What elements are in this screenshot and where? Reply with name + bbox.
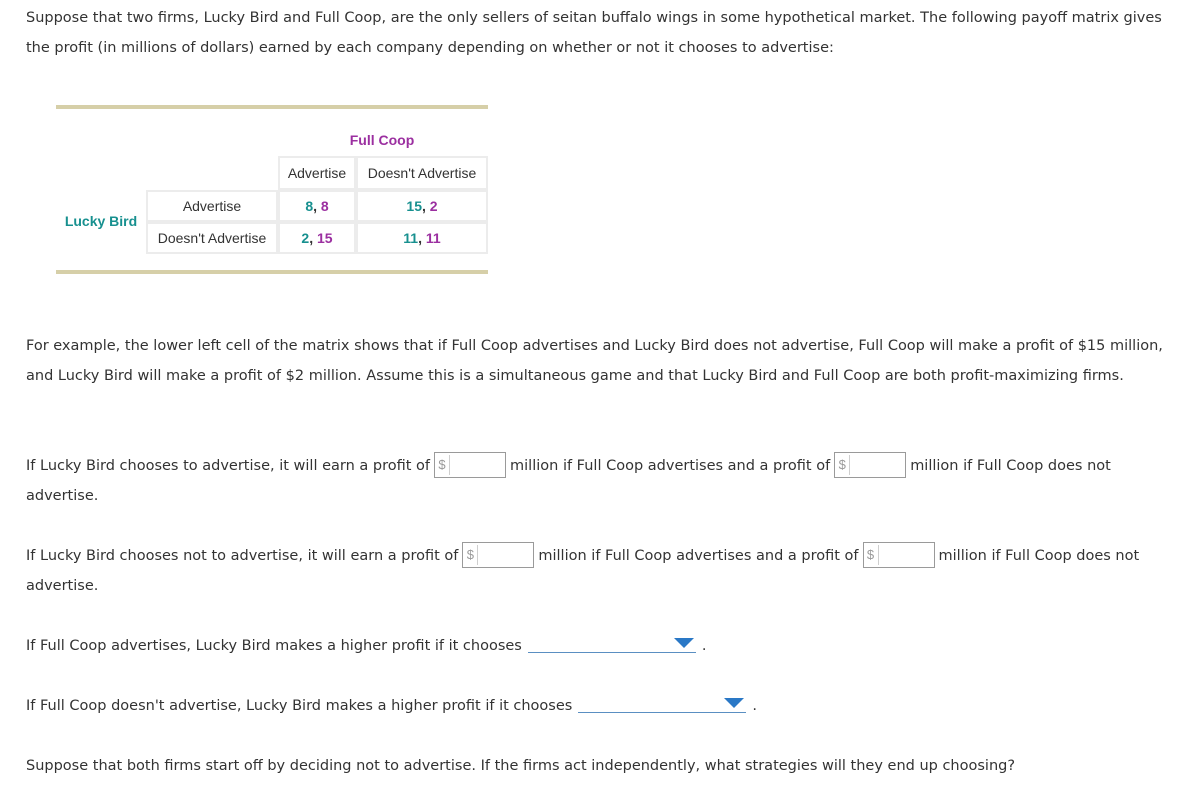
strategy-dropdown[interactable]: [528, 632, 696, 653]
profit-input-box: [434, 452, 506, 478]
intro-paragraph: Suppose that two firms, Lucky Bird and Full Coop, are the only sellers of seitan buffalo wings in some hypothetical market. The following payoff matrix gives the profit (in millions of dollars) earned by each company depending on whether or not it chooses to advertise:: [26, 10, 1162, 56]
profit-if-fc-advertises-input[interactable]: [451, 454, 503, 476]
payoff-separator: ,: [418, 230, 426, 246]
question-text: If Full Coop doesn't advertise, Lucky Bird makes a higher profit if it chooses: [26, 698, 573, 714]
payoff-cell: [278, 190, 356, 222]
question-text: If Lucky Bird chooses not to advertise, it will earn a profit of: [26, 548, 459, 564]
lucky-bird-payoff: 8: [305, 198, 314, 214]
question-text: million if Full Coop does not advertise.: [26, 548, 1140, 594]
dollar-sign: $: [435, 455, 450, 475]
payoff-separator: ,: [422, 198, 430, 214]
question-fc-not-advertise-choice: [26, 691, 1168, 721]
question-text: If Lucky Bird chooses to advertise, it will earn a profit of: [26, 458, 431, 474]
lucky-bird-payoff: 11: [403, 230, 419, 246]
full-coop-payoff: 11: [425, 230, 441, 246]
full-coop-payoff: 8: [320, 198, 329, 214]
matrix-bottom-rule: [56, 270, 488, 274]
question-not-advertise-profits: [26, 541, 1168, 601]
row-header-doesnt-advertise: Doesn't Advertise: [146, 222, 278, 254]
matrix-top-rule: [56, 105, 488, 109]
lucky-bird-payoff: 2: [301, 230, 310, 246]
row-player-label: Lucky Bird: [64, 213, 138, 229]
full-coop-payoff: 2: [429, 198, 438, 214]
payoff-cell: [356, 222, 488, 254]
sentence-end: .: [752, 698, 757, 714]
profit-input-box: [834, 452, 906, 478]
payoff-separator: ,: [309, 230, 317, 246]
dollar-sign: $: [835, 455, 850, 475]
payoff-matrix: [56, 105, 488, 277]
question-text: million if Full Coop advertises and a profit of: [538, 548, 859, 564]
column-player-label: Full Coop: [349, 132, 415, 148]
profit-if-fc-not-advertise-input[interactable]: [851, 454, 903, 476]
question-independent-strategies: Suppose that both firms start off by deciding not to advertise. If the firms act independently, what strategies will they end up choosing?: [26, 758, 1016, 774]
dollar-sign: $: [864, 545, 879, 565]
payoff-cell: [278, 222, 356, 254]
strategy-dropdown[interactable]: [578, 692, 746, 713]
col-header-doesnt-advertise: Doesn't Advertise: [356, 156, 488, 190]
example-paragraph: For example, the lower left cell of the matrix shows that if Full Coop advertises and Lucky Bird does not advertise, Full Coop will make a profit of $15 million, and Lucky Bird will make a profit of $2 million. Assume this is a simultaneous game and that Lucky Bird and Full Coop are both profit-maximizing firms.: [26, 338, 1163, 384]
profit-if-fc-not-advertise-input[interactable]: [880, 544, 932, 566]
question-text: million if Full Coop advertises and a profit of: [510, 458, 831, 474]
question-advertise-profits: [26, 451, 1168, 511]
question-fc-advertises-choice: [26, 631, 1168, 661]
payoff-separator: ,: [313, 198, 321, 214]
question-text: million if Full Coop does not advertise.: [26, 458, 1111, 504]
profit-input-box: [462, 542, 534, 568]
triangle-down-icon: [674, 638, 694, 648]
profit-input-box: [863, 542, 935, 568]
full-coop-payoff: 15: [317, 230, 333, 246]
sentence-end: .: [701, 638, 707, 654]
profit-if-fc-advertises-input[interactable]: [479, 544, 531, 566]
row-header-advertise: Advertise: [146, 190, 278, 222]
col-header-advertise: Advertise: [278, 156, 356, 190]
lucky-bird-payoff: 15: [406, 198, 422, 214]
dollar-sign: $: [463, 545, 478, 565]
question-text: If Full Coop advertises, Lucky Bird makes a higher profit if it chooses: [26, 638, 522, 654]
triangle-down-icon: [724, 698, 744, 708]
payoff-cell: [356, 190, 488, 222]
